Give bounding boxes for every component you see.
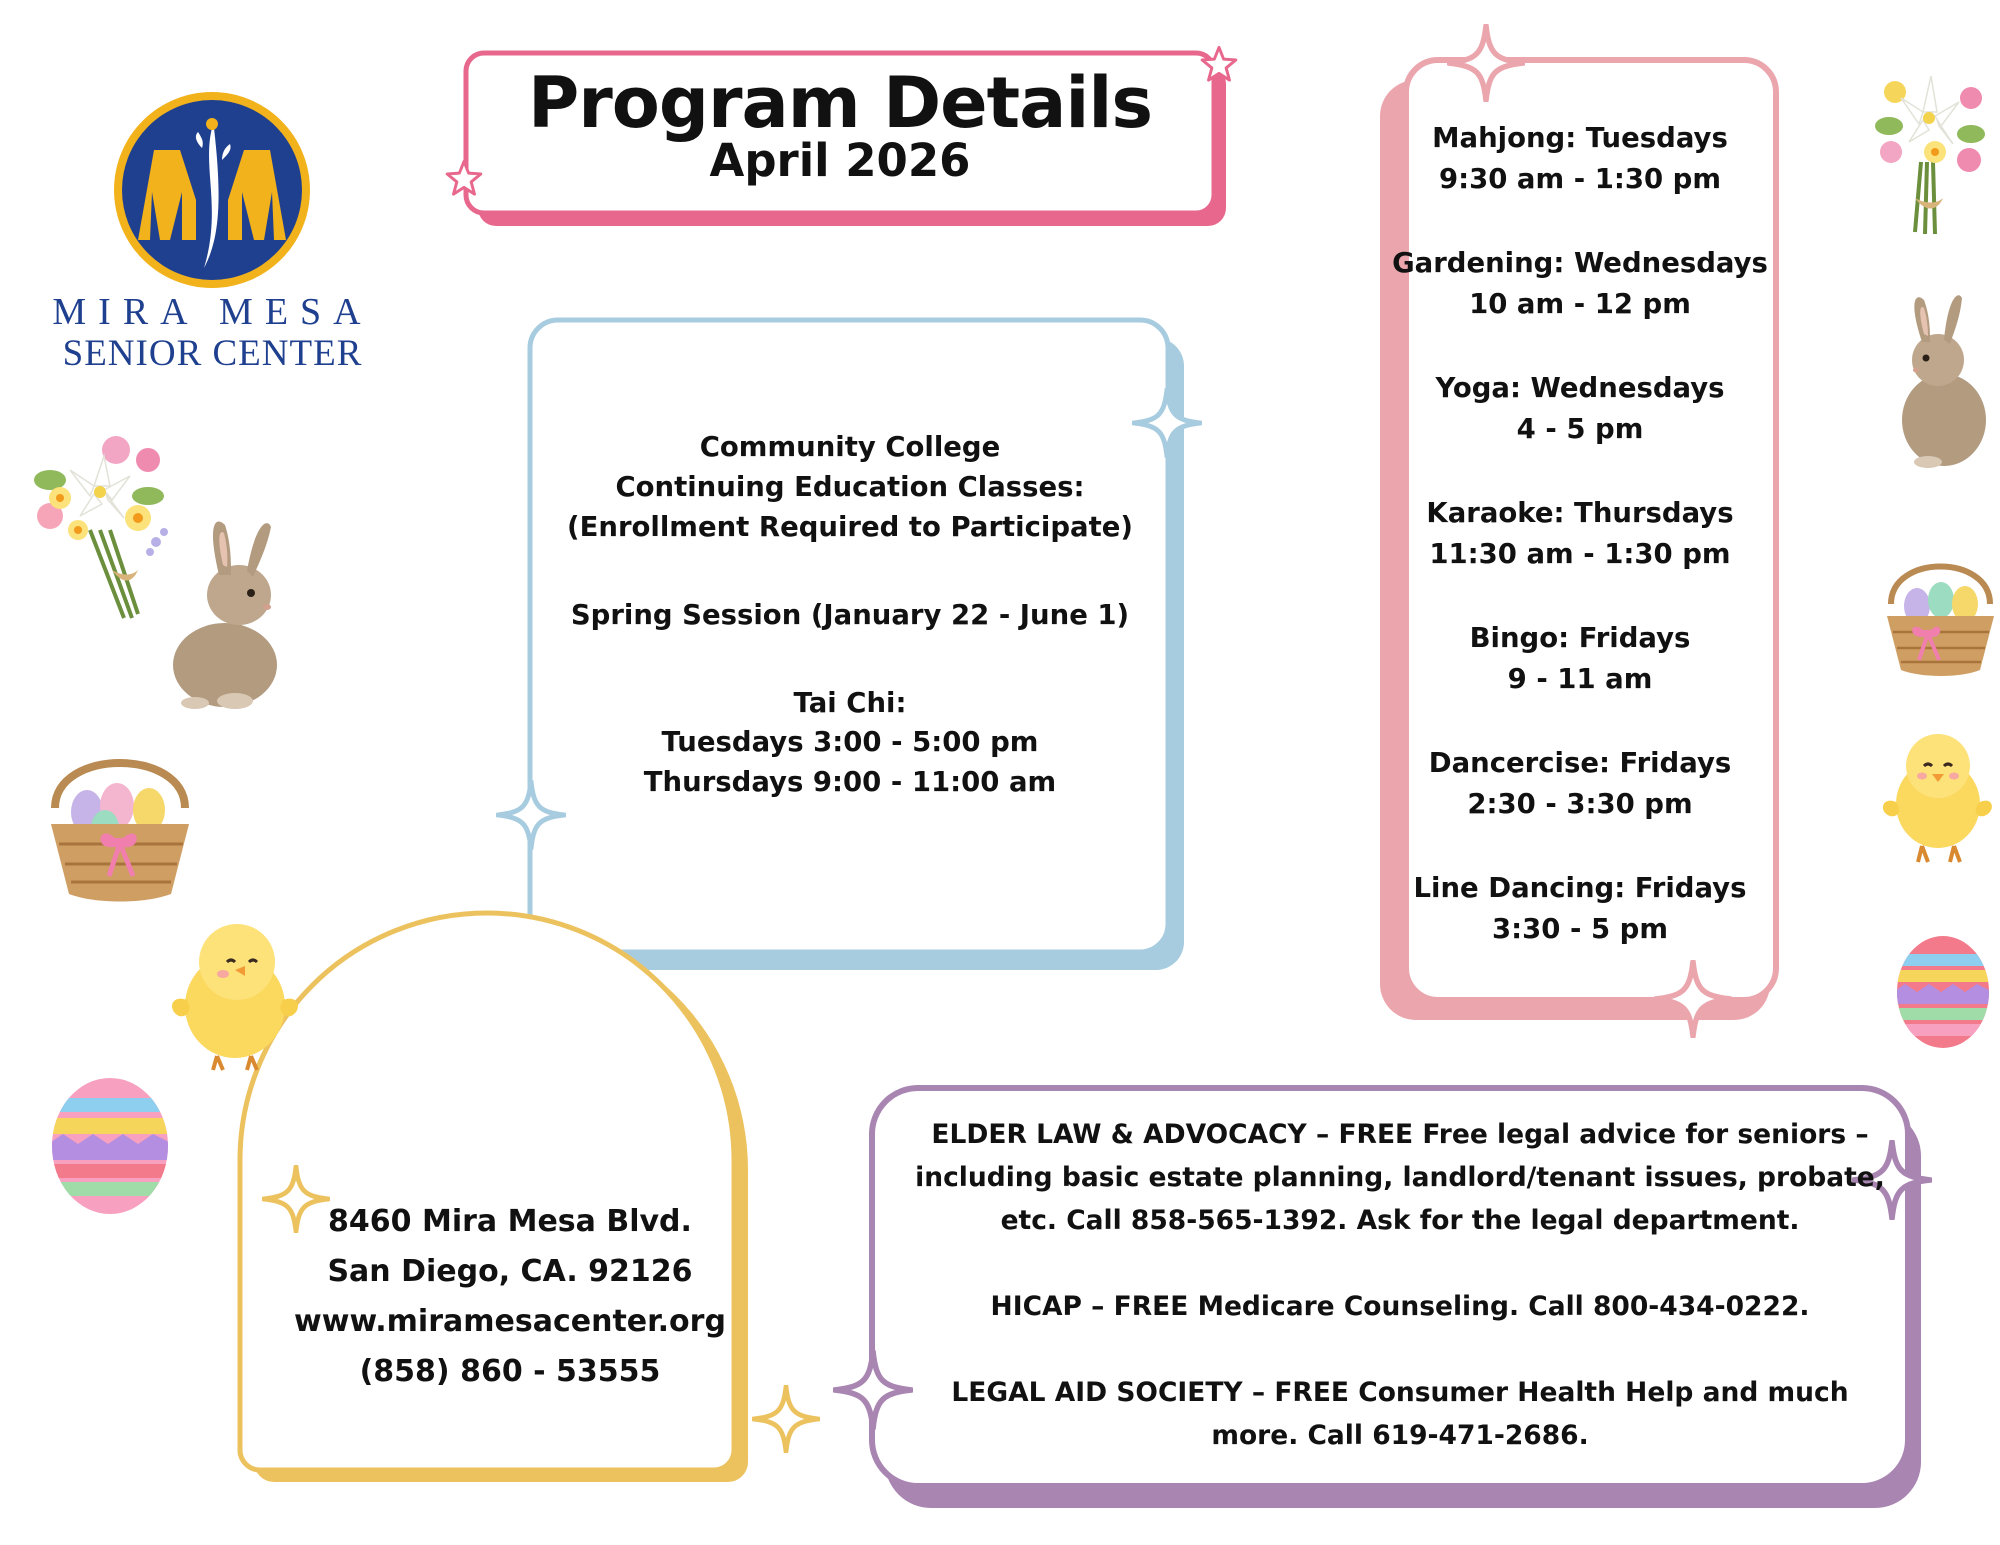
legal-aid-line-1: LEGAL AID SOCIETY – FREE Consumer Health Help and much bbox=[951, 1377, 1849, 1408]
schedule-item-name: Bingo: Fridays bbox=[1469, 622, 1691, 654]
cc-heading-3: (Enrollment Required to Participate) bbox=[567, 510, 1133, 543]
schedule-item bbox=[1385, 618, 1775, 743]
cc-class-name: Tai Chi: bbox=[793, 686, 907, 719]
schedule-item-time: 9 - 11 am bbox=[1507, 663, 1653, 695]
cc-heading-2: Continuing Education Classes: bbox=[615, 470, 1085, 503]
legal-aid-line-2: more. Call 619-471-2686. bbox=[1211, 1420, 1589, 1451]
schedule-item-time: 9:30 am - 1:30 pm bbox=[1438, 163, 1722, 195]
schedule-item-name: Line Dancing: Fridays bbox=[1413, 872, 1747, 904]
flower-bouquet-icon bbox=[1865, 52, 1995, 237]
elder-law-line-2: including basic estate planning, landlord/tenant issues, probate, bbox=[915, 1162, 1885, 1193]
address-panel bbox=[280, 1197, 740, 1397]
schedule-item-name: Gardening: Wednesdays bbox=[1392, 247, 1768, 279]
phone-number: (858) 860 - 53555 bbox=[359, 1354, 661, 1389]
address-city: San Diego, CA. 92126 bbox=[327, 1254, 693, 1289]
cc-session: Spring Session (January 22 - June 1) bbox=[570, 598, 1130, 631]
schedule-item bbox=[1385, 118, 1775, 243]
schedule-item-name: Mahjong: Tuesdays bbox=[1432, 122, 1728, 154]
bunny-icon bbox=[1888, 290, 1988, 470]
schedule-item bbox=[1385, 868, 1775, 993]
schedule-item-time: 4 - 5 pm bbox=[1516, 413, 1644, 445]
schedule-item-name: Dancercise: Fridays bbox=[1428, 747, 1732, 779]
community-college-panel bbox=[540, 428, 1160, 803]
cc-time-2: Thursdays 9:00 - 11:00 am bbox=[643, 766, 1057, 799]
elder-law-line-1: ELDER LAW & ADVOCACY – FREE Free legal advice for seniors – bbox=[931, 1119, 1869, 1150]
schedule-item-name: Yoga: Wednesdays bbox=[1435, 372, 1725, 404]
schedule-item bbox=[1385, 493, 1775, 618]
logo-name-line1: MIRA MESA bbox=[52, 291, 373, 333]
page-subtitle: April 2026 bbox=[709, 134, 971, 187]
logo bbox=[110, 88, 314, 292]
elder-law-line-3: etc. Call 858-565-1392. Ask for the legal department. bbox=[1000, 1205, 1800, 1236]
easter-basket-icon bbox=[45, 728, 195, 903]
easter-egg-icon bbox=[1893, 930, 1993, 1050]
resources-panel bbox=[900, 1113, 1900, 1457]
schedule-item-name: Karaoke: Thursdays bbox=[1426, 497, 1734, 529]
schedule-item-time: 3:30 - 5 pm bbox=[1491, 913, 1668, 945]
schedule-item bbox=[1385, 243, 1775, 368]
hicap-line: HICAP – FREE Medicare Counseling. Call 800-434-0222. bbox=[990, 1291, 1810, 1322]
logo-emblem-icon bbox=[110, 88, 314, 292]
cc-heading-1: Community College bbox=[699, 431, 1001, 463]
schedule-item-time: 2:30 - 3:30 pm bbox=[1467, 788, 1693, 820]
chick-icon bbox=[165, 910, 305, 1075]
page-title: Program Details bbox=[527, 62, 1153, 144]
schedule-item-time: 11:30 am - 1:30 pm bbox=[1429, 538, 1731, 570]
cc-time-1: Tuesdays 3:00 - 5:00 pm bbox=[661, 726, 1039, 759]
easter-egg-icon bbox=[48, 1068, 173, 1216]
easter-basket-icon bbox=[1883, 540, 1998, 678]
schedule-item bbox=[1385, 743, 1775, 868]
activity-schedule bbox=[1385, 118, 1775, 993]
schedule-item-time: 10 am - 12 pm bbox=[1469, 288, 1691, 320]
logo-name-line2: SENIOR CENTER bbox=[62, 333, 363, 374]
address-street: 8460 Mira Mesa Blvd. bbox=[328, 1204, 692, 1239]
chick-icon bbox=[1878, 722, 1996, 867]
schedule-item bbox=[1385, 368, 1775, 493]
bunny-icon bbox=[155, 515, 285, 710]
website-link[interactable]: www.miramesacenter.org bbox=[294, 1304, 726, 1339]
